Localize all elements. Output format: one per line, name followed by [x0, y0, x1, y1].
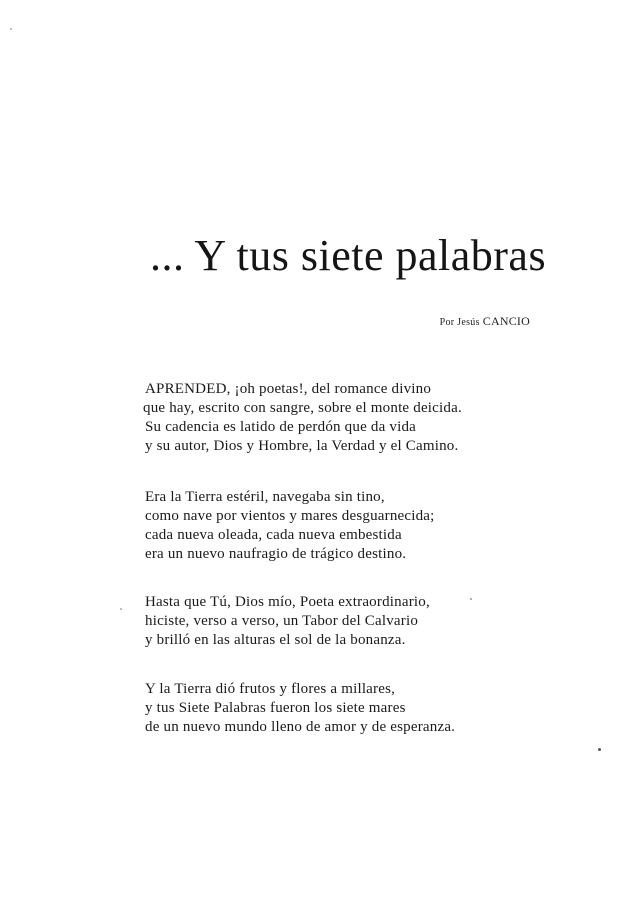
- stanza-2: [145, 488, 525, 564]
- scan-speck: [10, 28, 12, 30]
- byline: [440, 313, 530, 331]
- verse-line: como nave por vientos y mares desguarnecida;: [145, 508, 435, 524]
- stanza-3: [145, 593, 525, 650]
- verse-line: APRENDED, ¡oh poetas!, del romance divino: [145, 381, 432, 397]
- verse-line: hiciste, verso a verso, un Tabor del Calvario: [145, 613, 419, 629]
- scan-speck: [598, 748, 601, 751]
- poem-title: ... Y tus siete palabras: [150, 231, 547, 280]
- verse-line: y brilló en las alturas el sol de la bonanza.: [145, 632, 406, 648]
- verse-line: Y la Tierra dió frutos y flores a millares,: [145, 681, 396, 697]
- verse-line: Su cadencia es latido de perdón que da vida: [145, 419, 417, 435]
- stanza-1: [145, 380, 525, 456]
- verse-line: de un nuevo mundo lleno de amor y de esperanza.: [145, 719, 456, 735]
- scan-speck: [120, 608, 122, 610]
- verse-line: Era la Tierra estéril, navegaba sin tino,: [145, 489, 385, 505]
- verse-line: Hasta que Tú, Dios mío, Poeta extraordinario,: [145, 594, 430, 610]
- byline-prefix: Por Jesús: [439, 317, 480, 328]
- verse-line: era un nuevo naufragio de trágico destino.: [145, 546, 407, 562]
- verse-line: que hay, escrito con sangre, sobre el monte deicida.: [143, 400, 462, 416]
- author-name: CANCIO: [482, 314, 530, 328]
- verse-line: y tus Siete Palabras fueron los siete mares: [145, 700, 406, 716]
- stanza-4: [145, 680, 525, 737]
- verse-line: y su autor, Dios y Hombre, la Verdad y el Camino.: [145, 438, 459, 454]
- verse-line: cada nueva oleada, cada nueva embestida: [145, 527, 402, 543]
- scan-speck: [470, 598, 472, 600]
